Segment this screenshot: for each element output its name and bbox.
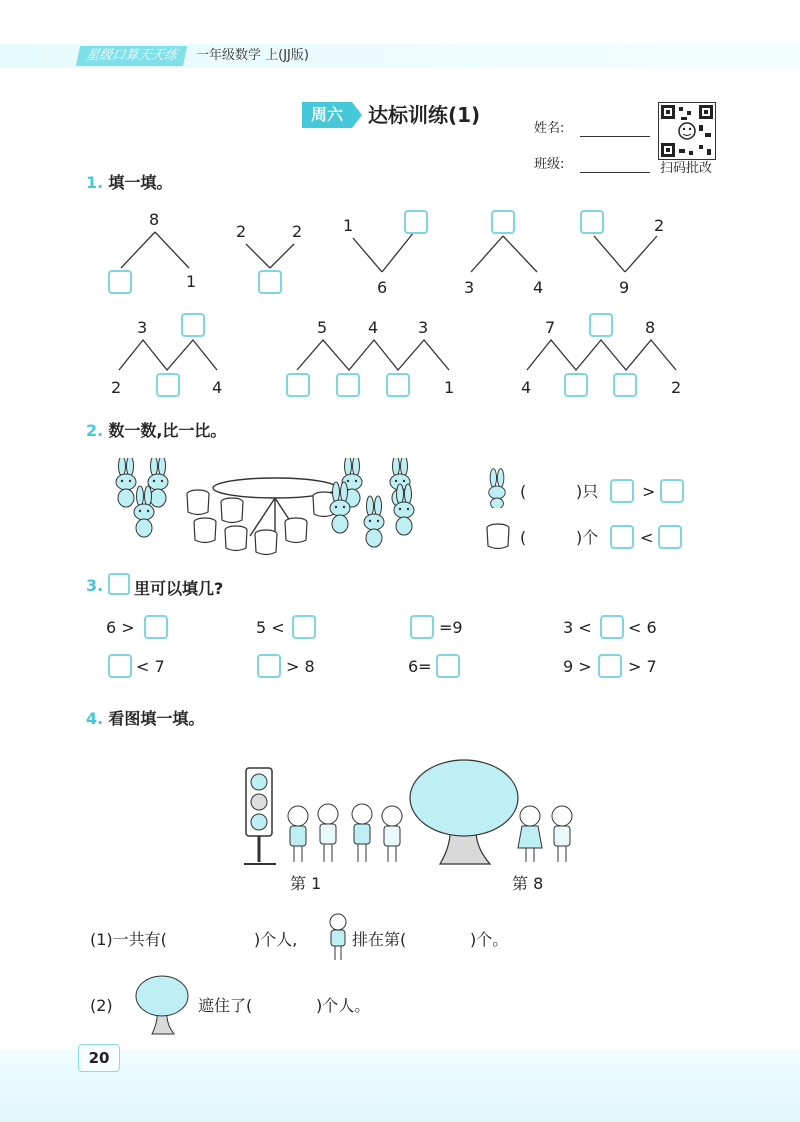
q3-item7-box[interactable] bbox=[436, 654, 460, 678]
q2-lt-sign: < bbox=[640, 528, 654, 547]
t3-answer-box[interactable] bbox=[404, 210, 428, 234]
q2-row2-box-a[interactable] bbox=[610, 525, 634, 549]
z2-bottom2-box[interactable] bbox=[336, 373, 360, 397]
z3-top1: 7 bbox=[545, 318, 556, 337]
z2-top1: 5 bbox=[317, 318, 328, 337]
z2-top2: 4 bbox=[368, 318, 379, 337]
z1-bottom2-box[interactable] bbox=[156, 373, 180, 397]
q2-row1-box-b[interactable] bbox=[660, 479, 684, 503]
z1-bottom3: 4 bbox=[212, 378, 223, 397]
q3-item4-box[interactable] bbox=[600, 615, 624, 639]
page-number: 20 bbox=[78, 1044, 120, 1072]
q4-s1-end: )个。 bbox=[470, 930, 509, 949]
q3-item4-text: 3 < bbox=[563, 618, 592, 637]
q1-text: 填一填。 bbox=[108, 173, 173, 192]
q2-number: 2. bbox=[86, 421, 104, 440]
book-subtitle: 一年级数学 上(JJ版) bbox=[196, 48, 309, 63]
q3-number: 3. bbox=[86, 576, 104, 595]
z2-bottom1-box[interactable] bbox=[286, 373, 310, 397]
q3-item8-text-b: > 7 bbox=[628, 657, 657, 676]
series-tag: 星级口算天天练 bbox=[76, 46, 187, 66]
t5-answer-box[interactable] bbox=[580, 210, 604, 234]
z3-bottom1: 4 bbox=[521, 378, 532, 397]
z1-top1: 3 bbox=[137, 318, 148, 337]
q3-item1-text: 6 > bbox=[106, 618, 135, 637]
q2-gt-sign: > bbox=[642, 482, 656, 501]
q3-heading bbox=[86, 576, 103, 595]
page-title: 达标训练(1) bbox=[368, 103, 481, 127]
z2-bottom3-box[interactable] bbox=[386, 373, 410, 397]
z1-bottom1: 2 bbox=[111, 378, 122, 397]
q3-item5-box[interactable] bbox=[108, 654, 132, 678]
z2-top3: 3 bbox=[418, 318, 429, 337]
q3-item2-box[interactable] bbox=[292, 615, 316, 639]
q3-item8-text: 9 > bbox=[563, 657, 592, 676]
rabbits-and-stools-illustration bbox=[100, 458, 440, 558]
q2-heading bbox=[86, 418, 226, 441]
t2-right: 2 bbox=[292, 222, 303, 241]
z1-top2-box[interactable] bbox=[181, 313, 205, 337]
q2-row1-open: ( bbox=[520, 482, 527, 501]
z2-bottom4: 1 bbox=[444, 378, 455, 397]
q4-s1-mid: )个人, bbox=[254, 930, 298, 949]
q3-heading-box-icon bbox=[108, 573, 130, 595]
q3-item8-box[interactable] bbox=[598, 654, 622, 678]
q3-item3-text: =9 bbox=[439, 618, 463, 637]
label-first: 第 1 bbox=[290, 874, 322, 893]
label-eighth: 第 8 bbox=[512, 874, 544, 893]
t5-right: 2 bbox=[654, 216, 665, 235]
q2-row2-open: ( bbox=[520, 528, 527, 547]
rabbit-icon bbox=[486, 466, 508, 508]
z3-top3: 8 bbox=[645, 318, 656, 337]
q4-text: 看图填一填。 bbox=[108, 709, 205, 728]
q4-s2-end: )个人。 bbox=[316, 996, 371, 1015]
q4-s1-suffix: 排在第( bbox=[352, 930, 407, 949]
name-label: 姓名: bbox=[534, 121, 565, 136]
q4-heading bbox=[86, 706, 204, 729]
q3-item1-box[interactable] bbox=[144, 615, 168, 639]
q3-item5-text: < 7 bbox=[136, 657, 165, 676]
q3-item3-box[interactable] bbox=[410, 615, 434, 639]
q2-text: 数一数,比一比。 bbox=[108, 421, 227, 440]
q1-number: 1. bbox=[86, 173, 104, 192]
q3-item2-text: 5 < bbox=[256, 618, 285, 637]
q2-row2-box-b[interactable] bbox=[658, 525, 682, 549]
q4-number: 4. bbox=[86, 709, 104, 728]
t4-right: 4 bbox=[533, 278, 544, 297]
t1-top: 8 bbox=[149, 210, 160, 229]
q1-heading bbox=[86, 170, 172, 193]
boy-icon bbox=[326, 912, 350, 962]
t2-left: 2 bbox=[236, 222, 247, 241]
t3-bottom: 6 bbox=[377, 278, 388, 297]
z3-top2-box[interactable] bbox=[589, 313, 613, 337]
t4-left: 3 bbox=[464, 278, 475, 297]
t1-answer-box[interactable] bbox=[108, 270, 132, 294]
q4-s1-prefix: (1)一共有( bbox=[90, 930, 167, 949]
t3-left: 1 bbox=[343, 216, 354, 235]
q3-item6-box[interactable] bbox=[257, 654, 281, 678]
z3-bottom4: 2 bbox=[671, 378, 682, 397]
q3-item4-text-b: < 6 bbox=[628, 618, 657, 637]
t4-answer-box[interactable] bbox=[491, 210, 515, 234]
q3-text: 里可以填几? bbox=[134, 579, 224, 598]
z3-bottom2-box[interactable] bbox=[564, 373, 588, 397]
q4-s2-mid: 遮住了( bbox=[198, 996, 253, 1015]
q3-item7-text: 6= bbox=[408, 657, 432, 676]
traffic-light-children-tree-illustration bbox=[240, 754, 590, 870]
q2-row2-unit: )个 bbox=[576, 528, 599, 547]
day-tag: 周六 bbox=[302, 102, 352, 128]
stool-icon bbox=[484, 522, 512, 552]
tree-icon bbox=[134, 974, 190, 1038]
t1-right: 1 bbox=[186, 272, 197, 291]
q2-row1-box-a[interactable] bbox=[610, 479, 634, 503]
q3-item6-text: > 8 bbox=[286, 657, 315, 676]
t2-answer-box[interactable] bbox=[258, 270, 282, 294]
q4-s2-prefix: (2) bbox=[90, 996, 113, 1015]
footer-band bbox=[0, 1050, 800, 1122]
qr-caption: 扫码批改 bbox=[660, 161, 713, 176]
z3-bottom3-box[interactable] bbox=[613, 373, 637, 397]
q2-row1-unit: )只 bbox=[576, 482, 599, 501]
class-label: 班级: bbox=[534, 157, 565, 172]
t5-bottom: 9 bbox=[619, 278, 630, 297]
